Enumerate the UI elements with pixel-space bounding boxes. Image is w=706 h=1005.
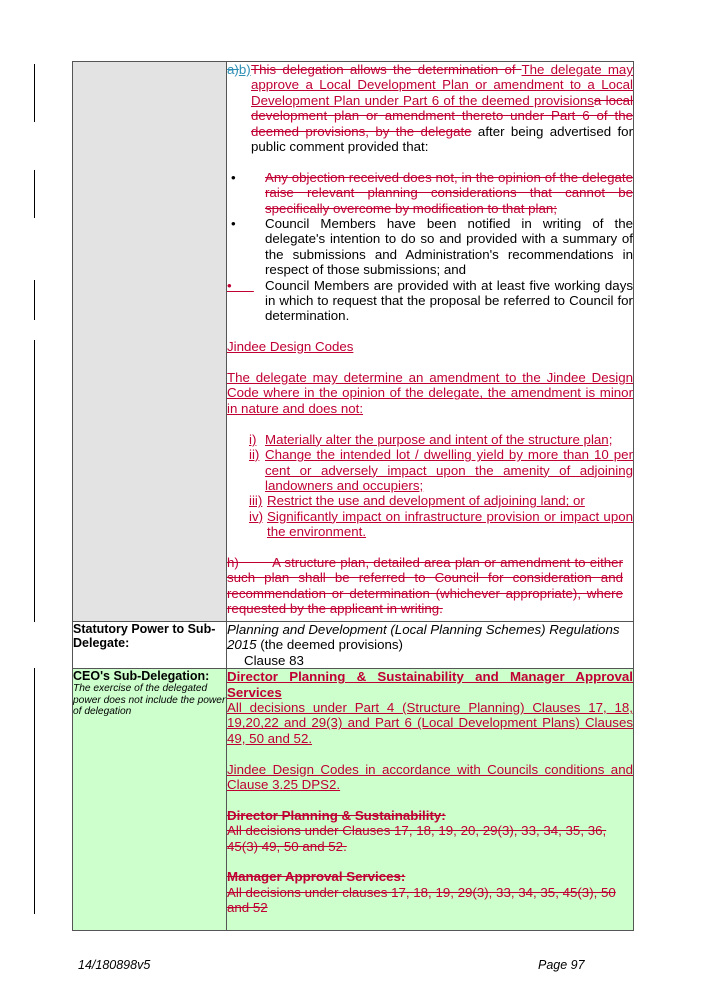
deleted-text: This delegation allows the determination of (251, 62, 522, 77)
statutory-reference: Planning and Development (Local Planning Schemes) Regulations 2015 (the deemed provisions) (227, 622, 620, 653)
row-label: Statutory Power to Sub-Delegate: (73, 622, 216, 650)
content-cell (227, 622, 634, 669)
delegation-table (72, 61, 634, 931)
change-bar (34, 170, 35, 218)
list-item: iv) Significantly impact on infrastructure provision or impact upon the environment. (249, 508, 633, 540)
content-cell (227, 669, 634, 931)
deleted-heading: Director Planning & Sustainability: (227, 807, 446, 823)
document-reference: 14/180898v5 (78, 958, 151, 972)
list-item: • Council Members have been notified in writing of the delegate's intention to do so and provided with a summary of the submissions and Administration's recommendations in respect of those submissions; and (227, 216, 633, 278)
bullet-icon: • (231, 216, 236, 232)
bullet-icon: • (231, 169, 236, 185)
plain-text: after being advertised for public comment provided that: (251, 123, 633, 155)
table-row (73, 62, 634, 622)
bullet-icon: • (227, 277, 254, 293)
deleted-heading: Manager Approval Services: (227, 869, 406, 885)
change-bar (34, 64, 35, 122)
jindee-paragraph: The delegate may determine an amendment to the Jindee Design Code where in the opinion of the delegate, the amendment is minor in nature and does not: (227, 370, 633, 416)
label-cell (73, 669, 227, 931)
list-item: • Any objection received does not, in the opinion of the delegate raise relevant planning considerations that cannot be specifically overcome by modification to that plan; (227, 170, 633, 216)
change-bar (34, 280, 35, 320)
label-cell-empty (73, 62, 227, 622)
deleted-text: All decisions under clauses 17, 18, 19, 29(3), 33, 34, 35, 45(3), 50 and 52 (227, 884, 616, 916)
delegation-paragraph (227, 62, 633, 154)
item-marker: a)b) (227, 62, 251, 77)
deleted-text: a local development plan or amendment thereto under Part 6 of the deemed provisions, by the delegate (251, 92, 633, 139)
change-bar (34, 340, 35, 622)
label-cell (73, 622, 227, 669)
section-heading: Jindee Design Codes (227, 339, 354, 355)
row-label: CEO's Sub-Delegation: (73, 669, 210, 684)
list-item: ii) Change the intended lot / dwelling yield by more than 10 per cent or adversely impact upon the amenity of adjoining landowners and occupiers; (249, 447, 633, 493)
clause-reference: Clause 83 (244, 652, 304, 668)
table-row (73, 622, 634, 669)
deleted-text: All decisions under Clauses 17, 18, 19, 20, 29(3), 33, 34, 35, 36, 45(3) 49, 50 and 52. (227, 823, 607, 854)
list-item: • Council Members are provided with at least five working days in which to request that the proposal be referred to Council for determination. (227, 277, 633, 324)
inserted-text: Jindee Design Codes in accordance with Councils conditions and Clause 3.25 DPS2. (227, 761, 633, 793)
inserted-text: All decisions under Part 4 (Structure Planning) Clauses 17, 18, 19,20,22 and 29(3) and Part 6 (Local Development Plans) Clauses 49, 50 and 52. (227, 700, 633, 746)
page-number: Page 97 (538, 958, 585, 972)
table-row (73, 669, 634, 931)
row-note: The exercise of the delegated power does not include the power of delegation (73, 683, 226, 718)
inserted-text: The delegate may approve a Local Development Plan or amendment to a Local Development Plan under Part 6 of the deemed provisions (251, 62, 633, 108)
list-item: i) Materially alter the purpose and intent of the structure plan; (249, 431, 613, 447)
change-bar (34, 668, 35, 914)
list-item: iii) Restrict the use and development of adjoining land; or (249, 493, 585, 509)
deleted-paragraph: h) A structure plan, detailed area plan or amendment to either such plan shall be referred to Council for consideration and recommendation or determination (whichever appropriate), where requested by the applicant in writing. (227, 554, 623, 617)
inserted-heading: Director Planning & Sustainability and Manager Approval Services (227, 669, 633, 700)
content-cell (227, 62, 634, 622)
